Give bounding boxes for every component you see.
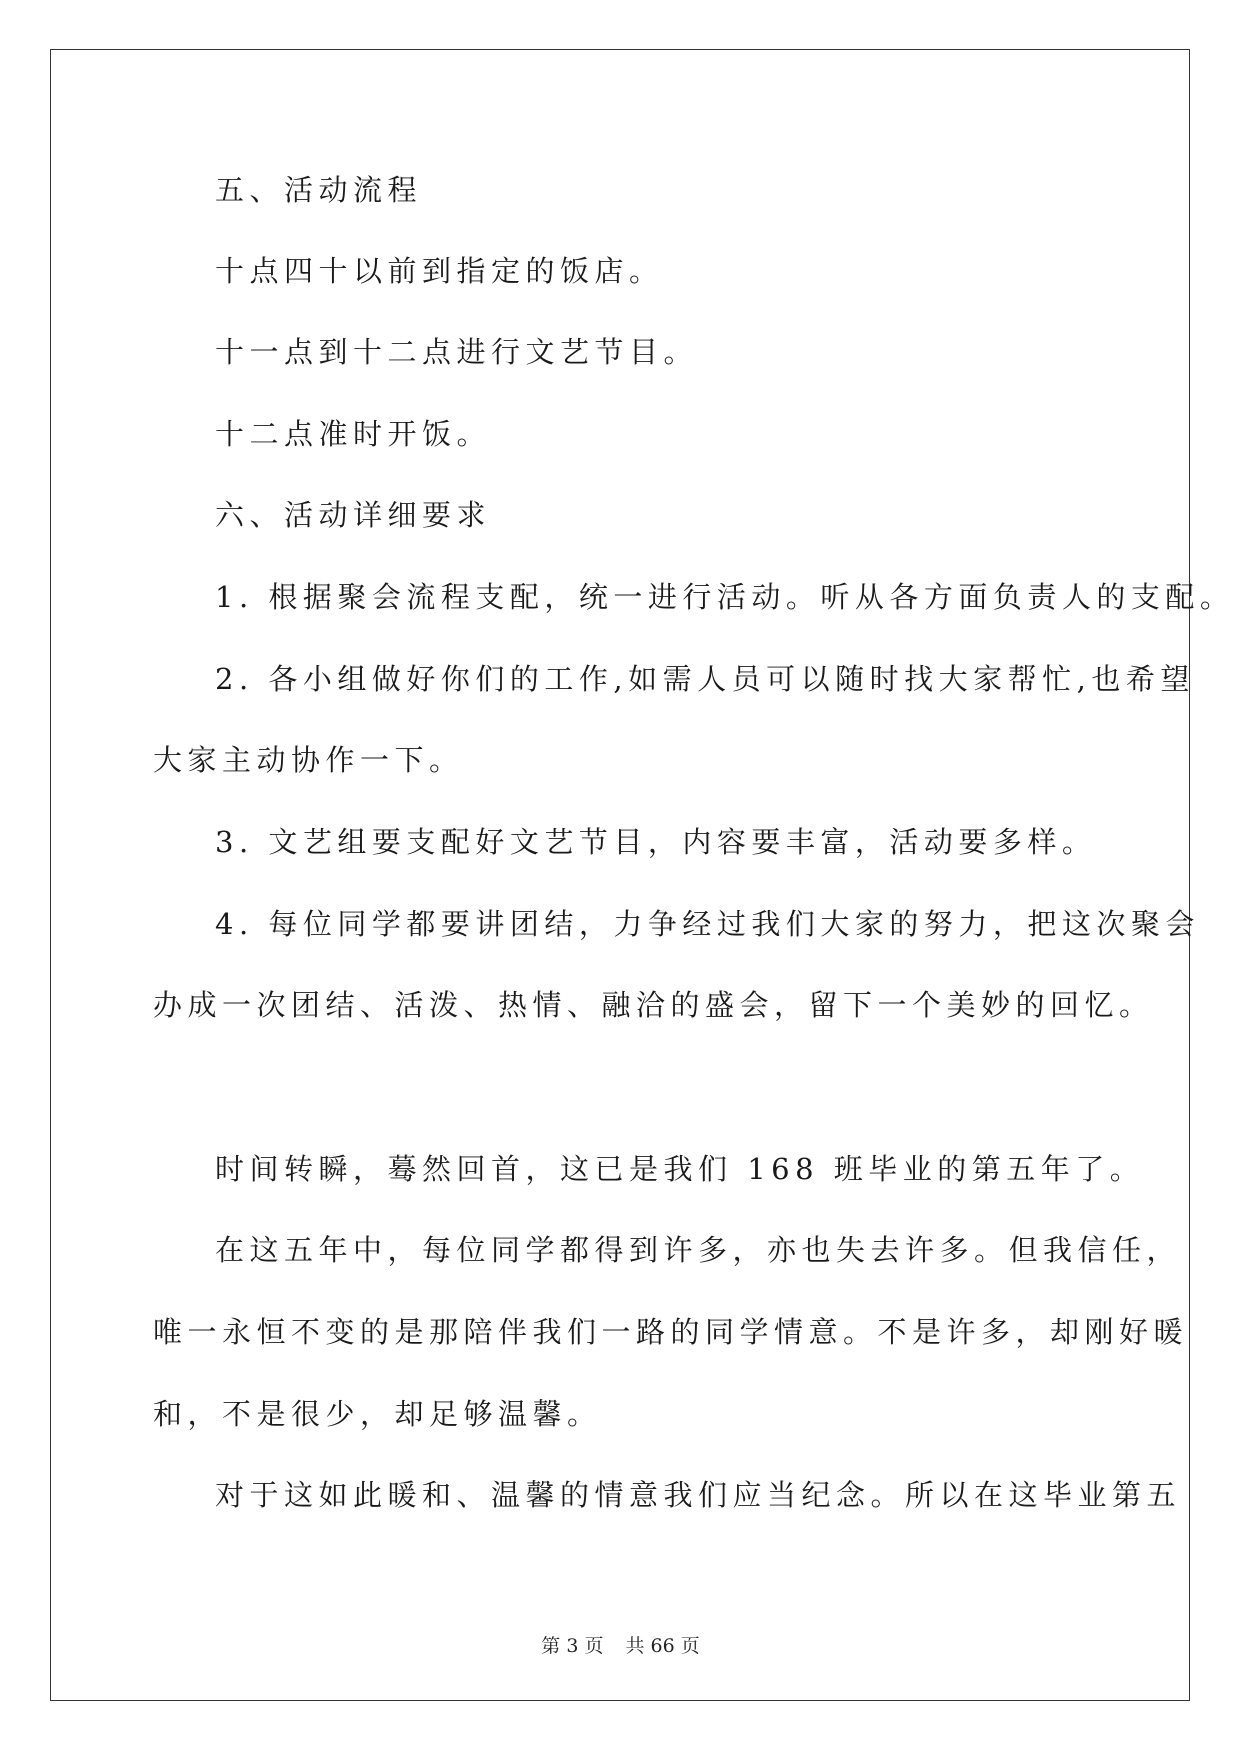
paragraph-line: 十一点到十二点进行文艺节目。 <box>215 335 699 369</box>
paragraph-line: 唯一永恒不变的是那陪伴我们一路的同学情意。不是许多，却刚好暖 <box>153 1315 1189 1349</box>
paragraph-line: 对于这如此暖和、温馨的情意我们应当纪念。所以在这毕业第五 <box>215 1478 1182 1512</box>
section-heading-activity-requirements: 六、活动详细要求 <box>215 498 492 532</box>
paragraph-line: 时间转瞬，蓦然回首，这已是我们 168 班毕业的第五年了。 <box>215 1152 1145 1186</box>
page-total: 共 66 页 <box>625 1635 700 1657</box>
page-number: 第 3 页 <box>541 1635 604 1657</box>
section-heading-activity-process: 五、活动流程 <box>215 173 423 207</box>
list-item-2-continuation: 大家主动协作一下。 <box>153 743 464 777</box>
paragraph-line: 十二点准时开饭。 <box>215 417 492 451</box>
page-footer <box>0 1634 1241 1658</box>
list-item-2: 2. 各小组做好你们的工作,如需人员可以随时找大家帮忙,也希望 <box>215 662 1195 696</box>
paragraph-line: 十点四十以前到指定的饭店。 <box>215 254 664 288</box>
list-item-4-continuation: 办成一次团结、活泼、热情、融洽的盛会，留下一个美妙的回忆。 <box>153 988 1154 1022</box>
list-item-3: 3. 文艺组要支配好文艺节目，内容要丰富，活动要多样。 <box>215 825 1097 859</box>
paragraph-line: 在这五年中，每位同学都得到许多，亦也失去许多。但我信任， <box>215 1233 1182 1267</box>
list-item-4: 4. 每位同学都要讲团结，力争经过我们大家的努力，把这次聚会 <box>215 907 1200 941</box>
list-item-1: 1. 根据聚会流程支配，统一进行活动。听从各方面负责人的支配。 <box>215 580 1235 614</box>
page-border <box>50 49 1190 1701</box>
paragraph-line: 和，不是很少，却足够温馨。 <box>153 1397 602 1431</box>
